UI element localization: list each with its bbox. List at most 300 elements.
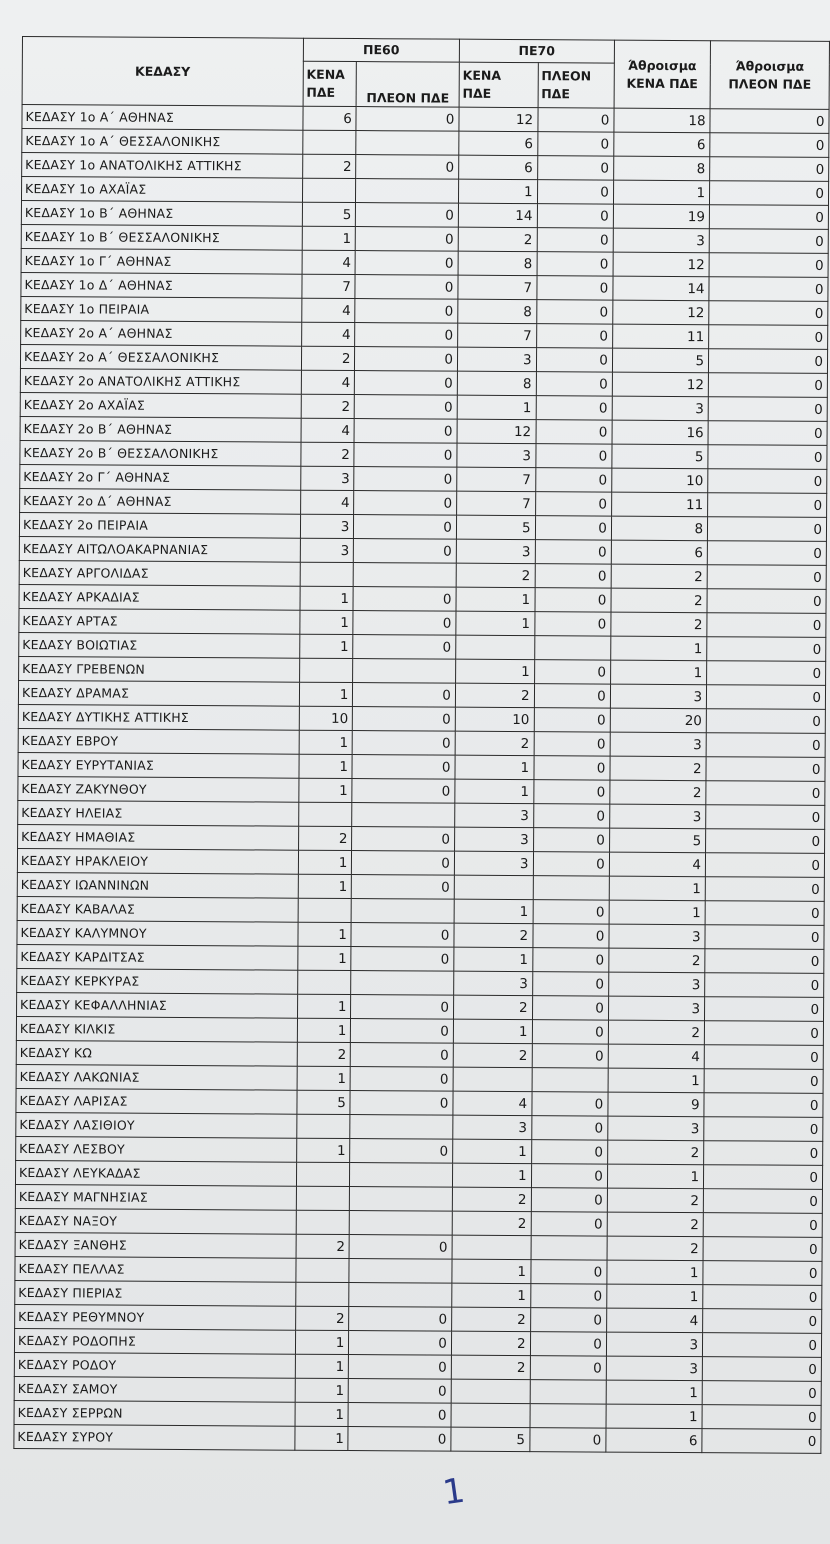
cell-sum-pleon: 0	[705, 901, 824, 926]
cell-sum-kena: 2	[607, 1140, 703, 1165]
cell-pe60-pleon: 0	[353, 683, 456, 708]
cell-kedasy-name: ΚΕΔΑΣΥ ΑΙΤΩΛΟΑΚΑΡΝΑΝΙΑΣ	[19, 536, 300, 562]
header-pe70-kena-line1: ΚΕΝΑ	[462, 67, 502, 83]
cell-pe60-pleon: 0	[354, 419, 457, 444]
cell-sum-kena: 5	[612, 348, 708, 373]
cell-sum-kena: 1	[606, 1380, 702, 1405]
cell-pe60-pleon	[349, 1283, 452, 1308]
cell-kedasy-name: ΚΕΔΑΣΥ 1ο Β΄ ΘΕΣΣΑΛΟΝΙΚΗΣ	[21, 224, 302, 250]
cell-pe60-pleon: 0	[356, 155, 459, 180]
cell-sum-kena: 3	[610, 732, 706, 757]
cell-pe70-pleon: 0	[538, 108, 614, 132]
cell-pe60-pleon: 0	[353, 635, 456, 660]
cell-sum-pleon: 0	[710, 109, 829, 134]
cell-pe60-pleon: 0	[356, 107, 459, 132]
cell-pe70-pleon	[532, 1068, 608, 1092]
cell-pe60-pleon: 0	[348, 1427, 451, 1452]
cell-pe60-kena: 4	[301, 370, 355, 394]
cell-pe70-pleon	[530, 1380, 606, 1404]
cell-pe60-pleon: 0	[348, 1403, 451, 1428]
cell-pe60-kena: 2	[301, 394, 355, 418]
cell-sum-kena: 2	[611, 612, 707, 637]
cell-sum-kena: 2	[608, 1020, 704, 1045]
header-pe60-kena	[303, 61, 357, 106]
header-kedasy: ΚΕΔΑΣΥ	[22, 37, 303, 107]
cell-pe70-kena: 7	[458, 323, 537, 347]
cell-pe60-pleon	[350, 1187, 453, 1212]
cell-kedasy-name: ΚΕΔΑΣΥ ΗΛΕΙΑΣ	[18, 800, 299, 826]
cell-kedasy-name: ΚΕΔΑΣΥ ΡΟΔΟΥ	[14, 1352, 295, 1378]
cell-pe70-kena: 12	[457, 419, 536, 443]
cell-pe70-kena: 2	[452, 1307, 531, 1331]
cell-sum-kena: 11	[612, 324, 708, 349]
cell-pe60-kena: 2	[295, 1306, 349, 1330]
header-pe60-kena-line1: ΚΕΝΑ	[306, 66, 345, 82]
cell-sum-kena: 3	[608, 996, 704, 1021]
cell-sum-pleon: 0	[707, 661, 826, 686]
cell-kedasy-name: ΚΕΔΑΣΥ 2ο Β΄ ΑΘΗΝΑΣ	[20, 416, 301, 442]
cell-pe70-kena: 10	[455, 707, 534, 731]
cell-pe70-pleon: 0	[533, 900, 609, 924]
cell-sum-pleon: 0	[708, 469, 827, 494]
cell-pe70-kena: 1	[458, 179, 537, 203]
cell-pe70-pleon: 0	[536, 348, 612, 372]
cell-pe60-kena: 2	[301, 346, 355, 370]
cell-pe60-kena: 2	[298, 826, 352, 850]
cell-pe60-kena: 4	[302, 250, 356, 274]
cell-pe70-pleon: 0	[535, 516, 611, 540]
cell-kedasy-name: ΚΕΔΑΣΥ ΛΕΥΚΑΔΑΣ	[15, 1160, 296, 1186]
cell-pe70-pleon: 0	[534, 612, 610, 636]
cell-pe60-pleon: 0	[353, 587, 456, 612]
cell-sum-pleon: 0	[705, 949, 824, 974]
cell-pe70-pleon: 0	[537, 132, 613, 156]
cell-pe70-pleon: 0	[534, 660, 610, 684]
cell-sum-kena: 18	[614, 108, 710, 133]
cell-sum-pleon: 0	[702, 1357, 821, 1382]
cell-sum-pleon: 0	[709, 349, 828, 374]
cell-pe60-kena: 1	[297, 994, 351, 1018]
cell-sum-pleon: 0	[706, 781, 825, 806]
cell-pe60-pleon: 0	[354, 491, 457, 516]
cell-pe70-pleon: 0	[531, 1188, 607, 1212]
cell-pe70-kena	[451, 1403, 530, 1427]
header-sum-pleon-line1: Άθροισμα	[735, 57, 805, 74]
cell-kedasy-name: ΚΕΔΑΣΥ ΚΕΦΑΛΛΗΝΙΑΣ	[17, 992, 298, 1018]
cell-kedasy-name: ΚΕΔΑΣΥ ΓΡΕΒΕΝΩΝ	[19, 656, 300, 682]
cell-pe60-kena: 1	[295, 1354, 349, 1378]
cell-pe60-kena	[297, 1114, 351, 1138]
cell-pe70-kena: 1	[453, 1139, 532, 1163]
cell-pe60-kena: 1	[298, 946, 352, 970]
header-sum-kena-line1: Άθροισμα	[627, 57, 697, 73]
cell-pe70-kena: 3	[454, 851, 533, 875]
cell-pe70-pleon: 0	[536, 396, 612, 420]
cell-pe60-kena: 1	[300, 610, 354, 634]
cell-pe60-kena: 1	[295, 1402, 349, 1426]
cell-pe60-kena: 1	[298, 850, 352, 874]
cell-sum-kena: 9	[608, 1092, 704, 1117]
cell-sum-pleon: 0	[704, 1045, 823, 1070]
cell-pe70-kena: 8	[458, 299, 537, 323]
cell-pe60-kena: 1	[297, 1066, 351, 1090]
cell-pe70-kena: 1	[455, 779, 534, 803]
cell-sum-kena: 1	[610, 660, 706, 685]
cell-pe60-pleon: 0	[355, 323, 458, 348]
cell-sum-kena: 16	[612, 420, 708, 445]
cell-sum-kena: 10	[612, 468, 708, 493]
cell-kedasy-name: ΚΕΔΑΣΥ 1ο Α΄ ΑΘΗΝΑΣ	[22, 105, 303, 131]
cell-kedasy-name: ΚΕΔΑΣΥ ΑΡΤΑΣ	[19, 608, 300, 634]
cell-pe70-kena: 2	[456, 563, 535, 587]
cell-pe70-kena: 3	[457, 347, 536, 371]
header-pe60: ΠΕ60	[303, 38, 459, 62]
cell-sum-kena: 6	[611, 540, 707, 565]
header-sum-kena-line2: ΚΕΝΑ ΠΔΕ	[626, 75, 698, 91]
cell-pe70-kena: 7	[456, 491, 535, 515]
cell-pe70-kena: 2	[458, 227, 537, 251]
cell-pe60-kena: 1	[299, 778, 353, 802]
cell-pe70-kena: 4	[453, 1091, 532, 1115]
cell-sum-pleon: 0	[703, 1237, 822, 1262]
cell-pe70-kena: 1	[454, 947, 533, 971]
cell-kedasy-name: ΚΕΔΑΣΥ ΛΕΣΒΟΥ	[16, 1136, 297, 1162]
cell-pe70-kena: 3	[456, 539, 535, 563]
cell-sum-kena: 2	[611, 588, 707, 613]
cell-kedasy-name: ΚΕΔΑΣΥ ΛΑΡΙΣΑΣ	[16, 1088, 297, 1114]
cell-pe70-kena: 2	[451, 1331, 530, 1355]
header-sum-pleon-line2: ΠΛΕΟΝ ΠΔΕ	[728, 75, 812, 92]
cell-pe70-pleon: 0	[530, 1332, 606, 1356]
cell-pe60-kena: 1	[299, 682, 353, 706]
cell-pe60-kena: 1	[295, 1378, 349, 1402]
cell-sum-pleon: 0	[703, 1333, 822, 1358]
cell-kedasy-name: ΚΕΔΑΣΥ ΗΡΑΚΛΕΙΟΥ	[17, 848, 298, 874]
cell-pe60-pleon	[351, 899, 454, 924]
cell-sum-pleon: 0	[703, 1261, 822, 1286]
cell-kedasy-name: ΚΕΔΑΣΥ 2ο Δ΄ ΑΘΗΝΑΣ	[20, 488, 301, 514]
cell-kedasy-name: ΚΕΔΑΣΥ 1ο Β΄ ΑΘΗΝΑΣ	[21, 200, 302, 226]
cell-pe70-kena: 2	[453, 1043, 532, 1067]
cell-sum-pleon: 0	[707, 565, 826, 590]
cell-sum-pleon: 0	[707, 589, 826, 614]
cell-sum-kena: 2	[610, 756, 706, 781]
cell-pe60-pleon	[351, 971, 454, 996]
cell-pe70-kena: 2	[455, 683, 534, 707]
cell-pe70-pleon	[530, 1404, 606, 1428]
cell-pe60-kena: 2	[301, 442, 355, 466]
cell-sum-pleon: 0	[707, 637, 826, 662]
cell-pe60-kena: 2	[297, 1042, 351, 1066]
cell-pe60-kena: 1	[299, 730, 353, 754]
cell-pe70-kena: 1	[454, 899, 533, 923]
cell-kedasy-name: ΚΕΔΑΣΥ ΚΩ	[16, 1040, 297, 1066]
cell-sum-pleon: 0	[704, 1117, 823, 1142]
cell-sum-kena: 3	[612, 396, 708, 421]
header-sum-pleon	[710, 41, 829, 110]
cell-sum-kena: 3	[606, 1332, 702, 1357]
cell-sum-kena: 2	[609, 948, 705, 973]
cell-pe70-pleon: 0	[532, 1020, 608, 1044]
cell-pe60-pleon: 0	[356, 227, 459, 252]
cell-pe70-pleon	[531, 1236, 607, 1260]
cell-pe70-pleon	[534, 636, 610, 660]
cell-pe70-kena: 2	[452, 1187, 531, 1211]
cell-pe70-pleon: 0	[533, 924, 609, 948]
cell-kedasy-name: ΚΕΔΑΣΥ 2ο ΑΧΑΪΑΣ	[20, 392, 301, 418]
cell-pe70-kena	[456, 635, 535, 659]
cell-sum-pleon: 0	[709, 277, 828, 302]
cell-sum-pleon: 0	[710, 133, 829, 158]
cell-pe60-pleon: 0	[356, 203, 459, 228]
cell-sum-pleon: 0	[708, 445, 827, 470]
cell-pe70-pleon: 0	[532, 996, 608, 1020]
cell-sum-kena: 1	[607, 1284, 703, 1309]
cell-pe70-pleon: 0	[534, 684, 610, 708]
cell-kedasy-name: ΚΕΔΑΣΥ 2ο Α΄ ΘΕΣΣΑΛΟΝΙΚΗΣ	[20, 344, 301, 370]
cell-sum-kena: 19	[613, 204, 709, 229]
cell-pe70-kena	[453, 1067, 532, 1091]
cell-sum-kena: 6	[614, 132, 710, 157]
cell-pe60-kena: 4	[301, 298, 355, 322]
cell-pe60-kena	[295, 1282, 349, 1306]
cell-sum-pleon: 0	[709, 205, 828, 230]
cell-kedasy-name: ΚΕΔΑΣΥ 2ο ΠΕΙΡΑΙΑ	[19, 512, 300, 538]
cell-sum-kena: 4	[609, 852, 705, 877]
cell-pe60-pleon: 0	[350, 1091, 453, 1116]
cell-pe70-pleon: 0	[535, 492, 611, 516]
cell-pe60-pleon: 0	[349, 1331, 452, 1356]
cell-pe70-kena: 1	[455, 755, 534, 779]
cell-pe70-pleon: 0	[536, 372, 612, 396]
cell-pe70-kena: 2	[451, 1355, 530, 1379]
cell-kedasy-name: ΚΕΔΑΣΥ 2ο ΑΝΑΤΟΛΙΚΗΣ ΑΤΤΙΚΗΣ	[20, 368, 301, 394]
cell-pe70-pleon: 0	[536, 420, 612, 444]
cell-pe70-pleon: 0	[537, 204, 613, 228]
cell-sum-kena: 1	[607, 1164, 703, 1189]
header-pe70-pleon-line2: ΠΔΕ	[541, 86, 570, 102]
cell-sum-pleon: 0	[708, 493, 827, 518]
cell-sum-kena: 5	[609, 828, 705, 853]
kedasy-vacancy-table	[13, 36, 830, 1454]
cell-pe60-pleon: 0	[354, 539, 457, 564]
cell-pe70-kena: 3	[457, 443, 536, 467]
cell-sum-kena: 4	[606, 1308, 702, 1333]
cell-pe70-kena: 3	[453, 1115, 532, 1139]
cell-pe60-kena: 1	[300, 586, 354, 610]
cell-pe60-pleon: 0	[350, 1139, 453, 1164]
cell-sum-kena: 14	[613, 276, 709, 301]
cell-pe60-kena	[296, 1210, 350, 1234]
cell-sum-kena: 1	[609, 876, 705, 901]
cell-sum-pleon: 0	[703, 1213, 822, 1238]
cell-sum-pleon: 0	[702, 1429, 821, 1454]
cell-sum-kena: 2	[607, 1188, 703, 1213]
cell-pe70-pleon: 0	[536, 300, 612, 324]
cell-sum-pleon: 0	[708, 397, 827, 422]
cell-pe60-kena	[303, 130, 357, 154]
cell-pe60-pleon: 0	[349, 1379, 452, 1404]
cell-pe60-kena: 2	[302, 154, 356, 178]
cell-pe70-pleon: 0	[533, 780, 609, 804]
cell-pe60-kena: 7	[302, 274, 356, 298]
cell-kedasy-name: ΚΕΔΑΣΥ ΚΙΛΚΙΣ	[16, 1016, 297, 1042]
cell-pe70-pleon: 0	[531, 1140, 607, 1164]
cell-pe70-pleon: 0	[537, 156, 613, 180]
cell-pe70-kena: 1	[456, 611, 535, 635]
cell-pe60-pleon: 0	[355, 275, 458, 300]
table-row	[14, 1424, 821, 1453]
cell-pe60-pleon: 0	[353, 731, 456, 756]
cell-pe60-kena: 3	[300, 514, 354, 538]
cell-pe70-kena: 5	[451, 1427, 530, 1451]
cell-pe60-kena	[299, 658, 353, 682]
cell-pe60-pleon: 0	[352, 779, 455, 804]
cell-sum-kena: 20	[610, 708, 706, 733]
cell-pe60-pleon: 0	[352, 875, 455, 900]
cell-sum-pleon: 0	[708, 421, 827, 446]
cell-pe70-kena: 6	[459, 155, 538, 179]
cell-kedasy-name: ΚΕΔΑΣΥ ΚΑΒΑΛΑΣ	[17, 896, 298, 922]
cell-kedasy-name: ΚΕΔΑΣΥ ΞΑΝΘΗΣ	[15, 1232, 296, 1258]
cell-sum-pleon: 0	[709, 325, 828, 350]
cell-kedasy-name: ΚΕΔΑΣΥ 1ο Γ΄ ΑΘΗΝΑΣ	[21, 248, 302, 274]
cell-pe70-kena: 2	[454, 923, 533, 947]
cell-kedasy-name: ΚΕΔΑΣΥ ΑΡΚΑΔΙΑΣ	[19, 584, 300, 610]
cell-pe70-kena: 2	[453, 995, 532, 1019]
cell-sum-pleon: 0	[703, 1309, 822, 1334]
cell-pe60-kena: 1	[299, 754, 353, 778]
cell-sum-pleon: 0	[709, 301, 828, 326]
cell-sum-kena: 2	[607, 1236, 703, 1261]
cell-pe60-pleon: 0	[354, 443, 457, 468]
cell-kedasy-name: ΚΕΔΑΣΥ 2ο Γ΄ ΑΘΗΝΑΣ	[20, 464, 301, 490]
cell-pe70-pleon: 0	[531, 1212, 607, 1236]
cell-sum-kena: 3	[608, 972, 704, 997]
cell-pe60-kena	[297, 970, 351, 994]
handwritten-page-number: 1	[440, 1470, 468, 1514]
cell-sum-kena: 1	[607, 1260, 703, 1285]
cell-pe60-pleon: 0	[350, 1067, 453, 1092]
cell-sum-kena: 3	[609, 924, 705, 949]
cell-sum-pleon: 0	[705, 853, 824, 878]
cell-sum-kena: 3	[606, 1356, 702, 1381]
cell-sum-kena: 8	[611, 516, 707, 541]
cell-sum-pleon: 0	[710, 157, 829, 182]
cell-pe70-kena: 12	[459, 107, 538, 131]
cell-kedasy-name: ΚΕΔΑΣΥ ΣΑΜΟΥ	[14, 1376, 295, 1402]
cell-pe70-kena: 1	[456, 587, 535, 611]
cell-pe60-pleon: 0	[354, 467, 457, 492]
cell-pe70-pleon: 0	[532, 1044, 608, 1068]
cell-pe70-kena: 5	[456, 515, 535, 539]
cell-pe60-kena: 1	[297, 1018, 351, 1042]
cell-kedasy-name: ΚΕΔΑΣΥ ΠΕΛΛΑΣ	[15, 1256, 296, 1282]
cell-pe60-pleon: 0	[354, 515, 457, 540]
cell-pe60-kena: 6	[303, 106, 357, 130]
cell-pe70-kena: 3	[455, 803, 534, 827]
header-pe60-kena-line2: ΠΔΕ	[306, 84, 336, 100]
cell-sum-kena: 5	[612, 444, 708, 469]
cell-sum-kena: 2	[607, 1212, 703, 1237]
cell-pe60-pleon: 0	[351, 995, 454, 1020]
cell-pe70-kena: 2	[455, 731, 534, 755]
cell-sum-pleon: 0	[702, 1381, 821, 1406]
cell-pe60-kena: 1	[295, 1426, 349, 1450]
cell-pe70-pleon: 0	[530, 1356, 606, 1380]
cell-pe60-kena	[296, 1186, 350, 1210]
cell-sum-pleon: 0	[706, 733, 825, 758]
cell-sum-kena: 3	[609, 804, 705, 829]
cell-pe60-pleon: 0	[352, 827, 455, 852]
cell-pe60-kena: 3	[300, 538, 354, 562]
cell-kedasy-name: ΚΕΔΑΣΥ 1ο ΑΧΑΪΑΣ	[21, 177, 302, 203]
cell-pe70-kena: 1	[452, 1259, 531, 1283]
cell-sum-pleon: 0	[703, 1189, 822, 1214]
cell-pe70-pleon: 0	[535, 588, 611, 612]
cell-pe70-pleon: 0	[530, 1260, 606, 1284]
cell-pe60-pleon: 0	[351, 923, 454, 948]
cell-sum-pleon: 0	[707, 613, 826, 638]
cell-pe60-kena: 1	[296, 1138, 350, 1162]
cell-sum-kena: 12	[612, 372, 708, 397]
cell-pe70-kena: 1	[452, 1163, 531, 1187]
cell-sum-kena: 2	[610, 780, 706, 805]
header-pe70-kena-line2: ΠΔΕ	[462, 85, 492, 101]
cell-sum-kena: 2	[611, 564, 707, 589]
cell-pe60-kena: 5	[302, 202, 356, 226]
cell-pe70-pleon: 0	[533, 852, 609, 876]
cell-sum-pleon: 0	[704, 1069, 823, 1094]
cell-sum-kena: 12	[613, 300, 709, 325]
header-pe70-pleon	[538, 63, 614, 108]
cell-pe70-kena: 7	[457, 467, 536, 491]
cell-kedasy-name: ΚΕΔΑΣΥ ΑΡΓΟΛΙΔΑΣ	[19, 560, 300, 586]
cell-pe60-pleon: 0	[352, 851, 455, 876]
cell-pe70-pleon: 0	[534, 756, 610, 780]
cell-pe60-pleon	[354, 563, 457, 588]
cell-sum-pleon: 0	[706, 757, 825, 782]
cell-sum-kena: 6	[606, 1428, 702, 1453]
cell-pe60-kena: 1	[298, 874, 352, 898]
cell-sum-pleon: 0	[706, 685, 825, 710]
cell-sum-pleon: 0	[704, 1021, 823, 1046]
cell-sum-pleon: 0	[705, 997, 824, 1022]
cell-pe60-pleon	[350, 1163, 453, 1188]
cell-sum-pleon: 0	[710, 181, 829, 206]
cell-sum-kena: 3	[608, 1116, 704, 1141]
cell-pe60-kena: 4	[300, 490, 354, 514]
cell-kedasy-name: ΚΕΔΑΣΥ 1ο ΑΝΑΤΟΛΙΚΗΣ ΑΤΤΙΚΗΣ	[22, 153, 303, 179]
header-row-groups	[22, 37, 829, 65]
cell-pe60-kena	[296, 1162, 350, 1186]
cell-sum-kena: 1	[608, 1068, 704, 1093]
cell-pe60-kena: 4	[301, 418, 355, 442]
cell-pe60-pleon	[349, 1259, 452, 1284]
cell-pe60-kena	[300, 562, 354, 586]
cell-pe60-kena	[298, 898, 352, 922]
cell-kedasy-name: ΚΕΔΑΣΥ ΝΑΞΟΥ	[15, 1208, 296, 1234]
header-pe70-pleon-line1: ΠΛΕΟΝ	[541, 68, 592, 84]
cell-sum-pleon: 0	[702, 1405, 821, 1430]
cell-kedasy-name: ΚΕΔΑΣΥ 2ο Α΄ ΑΘΗΝΑΣ	[21, 320, 302, 346]
cell-sum-pleon: 0	[708, 373, 827, 398]
cell-pe70-pleon: 0	[534, 732, 610, 756]
cell-kedasy-name: ΚΕΔΑΣΥ ΠΙΕΡΙΑΣ	[15, 1280, 296, 1306]
cell-sum-kena: 4	[608, 1044, 704, 1069]
cell-pe70-pleon: 0	[535, 540, 611, 564]
cell-pe70-kena: 2	[452, 1211, 531, 1235]
